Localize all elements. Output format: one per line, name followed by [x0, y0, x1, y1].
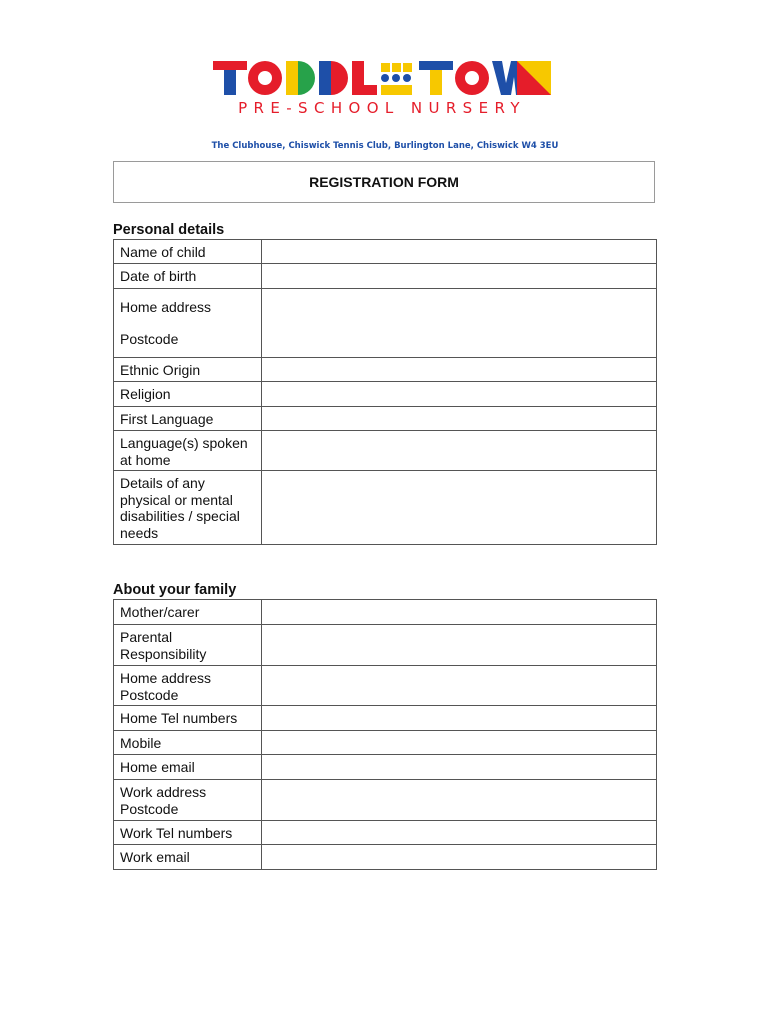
field-label: Ethnic Origin: [114, 358, 262, 382]
work-email-field[interactable]: [262, 845, 657, 870]
nursery-subtitle: PRE-SCHOOL NURSERY: [238, 99, 526, 117]
table-row: [114, 780, 657, 821]
field-label: Religion: [114, 382, 262, 407]
table-row: [114, 821, 657, 845]
table-row: [114, 240, 657, 264]
work-tel-field[interactable]: [262, 821, 657, 845]
field-label: Work Tel numbers: [114, 821, 262, 845]
personal-details-heading: Personal details: [113, 222, 225, 238]
about-family-heading: About your family: [113, 582, 237, 598]
table-row: [114, 382, 657, 407]
religion-field[interactable]: [262, 382, 657, 407]
nursery-address: The Clubhouse, Chiswick Tennis Club, Burlington Lane, Chiswick W4 3EU: [211, 141, 559, 151]
field-label: Work email: [114, 845, 262, 870]
table-row: [114, 264, 657, 289]
field-label: First Language: [114, 407, 262, 431]
home-address-field[interactable]: [262, 289, 657, 358]
form-title-box: [113, 161, 655, 203]
first-language-field[interactable]: [262, 407, 657, 431]
field-label: Name of child: [114, 240, 262, 264]
field-label: Home address Postcode: [114, 666, 262, 706]
table-row: [114, 600, 657, 625]
mobile-field[interactable]: [262, 731, 657, 755]
family-home-address-field[interactable]: [262, 666, 657, 706]
about-family-table: [113, 599, 657, 870]
table-row: [114, 407, 657, 431]
form-title: REGISTRATION FORM: [309, 174, 459, 190]
mother-carer-field[interactable]: [262, 600, 657, 625]
table-row: [114, 471, 657, 545]
date-of-birth-field[interactable]: [262, 264, 657, 289]
special-needs-field[interactable]: [262, 471, 657, 545]
field-label: Mother/carer: [114, 600, 262, 625]
table-row: [114, 706, 657, 731]
field-label: Home address Postcode: [114, 289, 262, 358]
ethnic-origin-field[interactable]: [262, 358, 657, 382]
home-email-field[interactable]: [262, 755, 657, 780]
field-label: Home Tel numbers: [114, 706, 262, 731]
field-label: Date of birth: [114, 264, 262, 289]
languages-spoken-field[interactable]: [262, 431, 657, 471]
personal-details-table: [113, 239, 657, 545]
toddle-town-logo: [213, 61, 551, 95]
table-row: [114, 431, 657, 471]
table-row: [114, 666, 657, 706]
field-label: Parental Responsibility: [114, 625, 262, 666]
field-label: Mobile: [114, 731, 262, 755]
name-of-child-field[interactable]: [262, 240, 657, 264]
table-row: [114, 731, 657, 755]
field-label: Work address Postcode: [114, 780, 262, 821]
field-label: Language(s) spoken at home: [114, 431, 262, 471]
parental-responsibility-field[interactable]: [262, 625, 657, 666]
table-row: [114, 358, 657, 382]
table-row: [114, 845, 657, 870]
work-address-field[interactable]: [262, 780, 657, 821]
field-label: Details of any physical or mental disabilities / special needs: [114, 471, 262, 545]
table-row: [114, 755, 657, 780]
table-row: [114, 625, 657, 666]
home-tel-field[interactable]: [262, 706, 657, 731]
table-row: [114, 289, 657, 358]
field-label: Home email: [114, 755, 262, 780]
